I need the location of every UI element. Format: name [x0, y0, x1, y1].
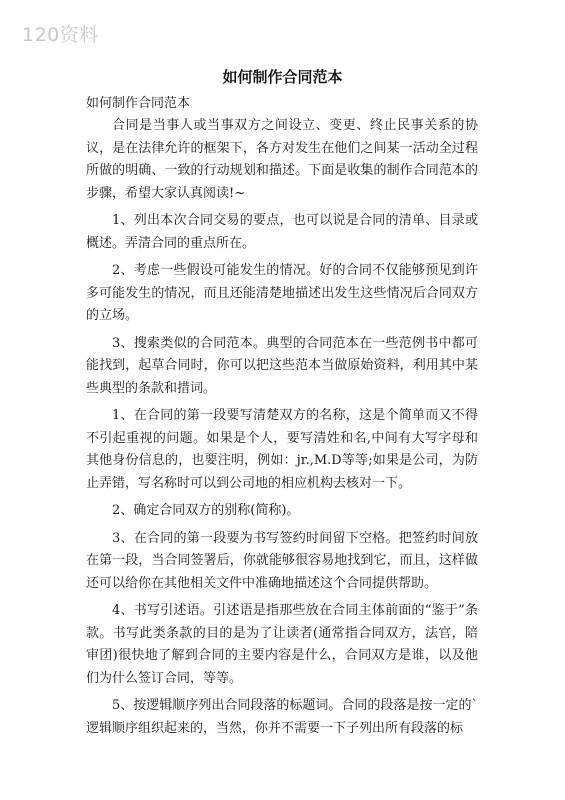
paragraph-step-1: 1、列出本次合同交易的要点，也可以说是合同的清单、目录或概述。弄清合同的重点所在。: [86, 213, 478, 251]
paragraph-sub-2: 2、确定合同双方的别称(简称)。: [112, 503, 300, 518]
watermark-logo: 120资料: [22, 24, 99, 46]
paragraph-sub-5: 5、按逻辑顺序列出合同段落的标题词。合同的段落是按一定的`逻辑顺序组织起来的，当然，你并不需要一下子列出所有段落的标: [86, 698, 478, 736]
document-subtitle: 如何制作合同范本: [86, 96, 191, 111]
document-body: [86, 115, 478, 745]
paragraph-sub-3: 3、在合同的第一段要为书写签约时间留下空格。把签约时间放在第一段，当合同签署后，你就能够很容易地找到它，而且，这样做还可以给你在其他相关文件中准确地描述这个合同提供帮助。: [86, 530, 478, 591]
paragraph-step-3: 3、搜索类似的合同范本。典型的合同范本在一些范例书中都可能找到，起草合同时，你可以把这些范本当做原始资料，利用其中某些典型的条款和措词。: [86, 335, 478, 396]
document-title: 如何制作合同范本: [222, 68, 343, 86]
paragraph-step-2: 2、考虑一些假设可能发生的情况。好的合同不仅能够预见到许多可能发生的情况，而且还能清楚地描述出发生这些情况后合同双方的立场。: [86, 263, 478, 323]
paragraph-sub-4: 4、书写引述语。引述语是指那些放在合同主体前面的“鉴于”条款。书写此类条款的目的是为了让读者(通常指合同双方，法官，陪审团)很快地了解到合同的主要内容是什么，合同双方是谁，以及他们为什么签订合同，等等。: [86, 603, 478, 686]
paragraph-sub-1: 1、在合同的第一段要写清楚双方的名称，这是个简单而又不得不引起重视的问题。如果是个人，要写清姓和名,中间有大写字母和其他身份信息的，也要注明，例如：jr.,M.D等等;如果是公司，为防止弄错，写名称时可以到公司地的相应机构去核对一下。: [86, 408, 478, 491]
paragraph-intro: 合同是当事人或当事双方之间设立、变更、终止民事关系的协议，是在法律允许的框架下，各方对发生在他们之间某一活动全过程所做的明确、一致的行动规划和描述。下面是收集的制作合同范本的步骤，希望大家认真阅读!~: [86, 118, 478, 201]
